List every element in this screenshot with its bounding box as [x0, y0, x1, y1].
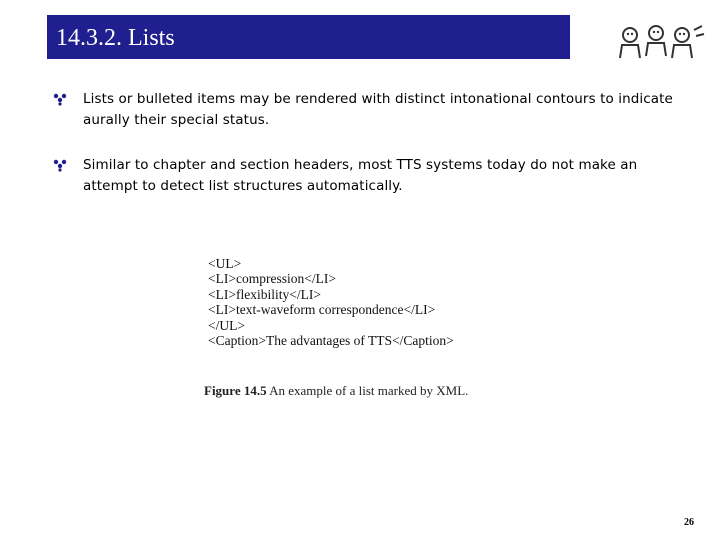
xml-list-figure	[204, 256, 534, 406]
code-line: <LI>text-waveform correspondence</LI>	[208, 302, 436, 318]
figure-caption-text: An example of a list marked by XML.	[266, 383, 469, 398]
figure-caption	[204, 383, 468, 399]
diamond-bullet-icon	[52, 91, 68, 107]
diamond-bullet-icon	[52, 157, 68, 173]
code-line: <LI>flexibility</LI>	[208, 286, 321, 302]
bullet-text: Lists or bulleted items may be rendered with distinct intonational contours to indicate aurally their special status.	[83, 91, 673, 128]
code-line: <UL>	[208, 256, 242, 271]
code-line: <Caption>The advantages of TTS</Caption>	[208, 333, 454, 349]
code-line: </UL>	[208, 317, 245, 333]
title-bar	[47, 15, 570, 59]
bullet-text: Similar to chapter and section headers, most TTS systems today do not make an attempt to detect list structures automatically.	[83, 157, 638, 194]
slide-title: 14.3.2. Lists	[56, 25, 175, 51]
page-number: 26	[684, 517, 694, 528]
figure-caption-label: Figure 14.5	[204, 383, 267, 398]
people-group-logo-icon	[610, 18, 706, 66]
code-line: <LI>compression</LI>	[208, 271, 336, 287]
